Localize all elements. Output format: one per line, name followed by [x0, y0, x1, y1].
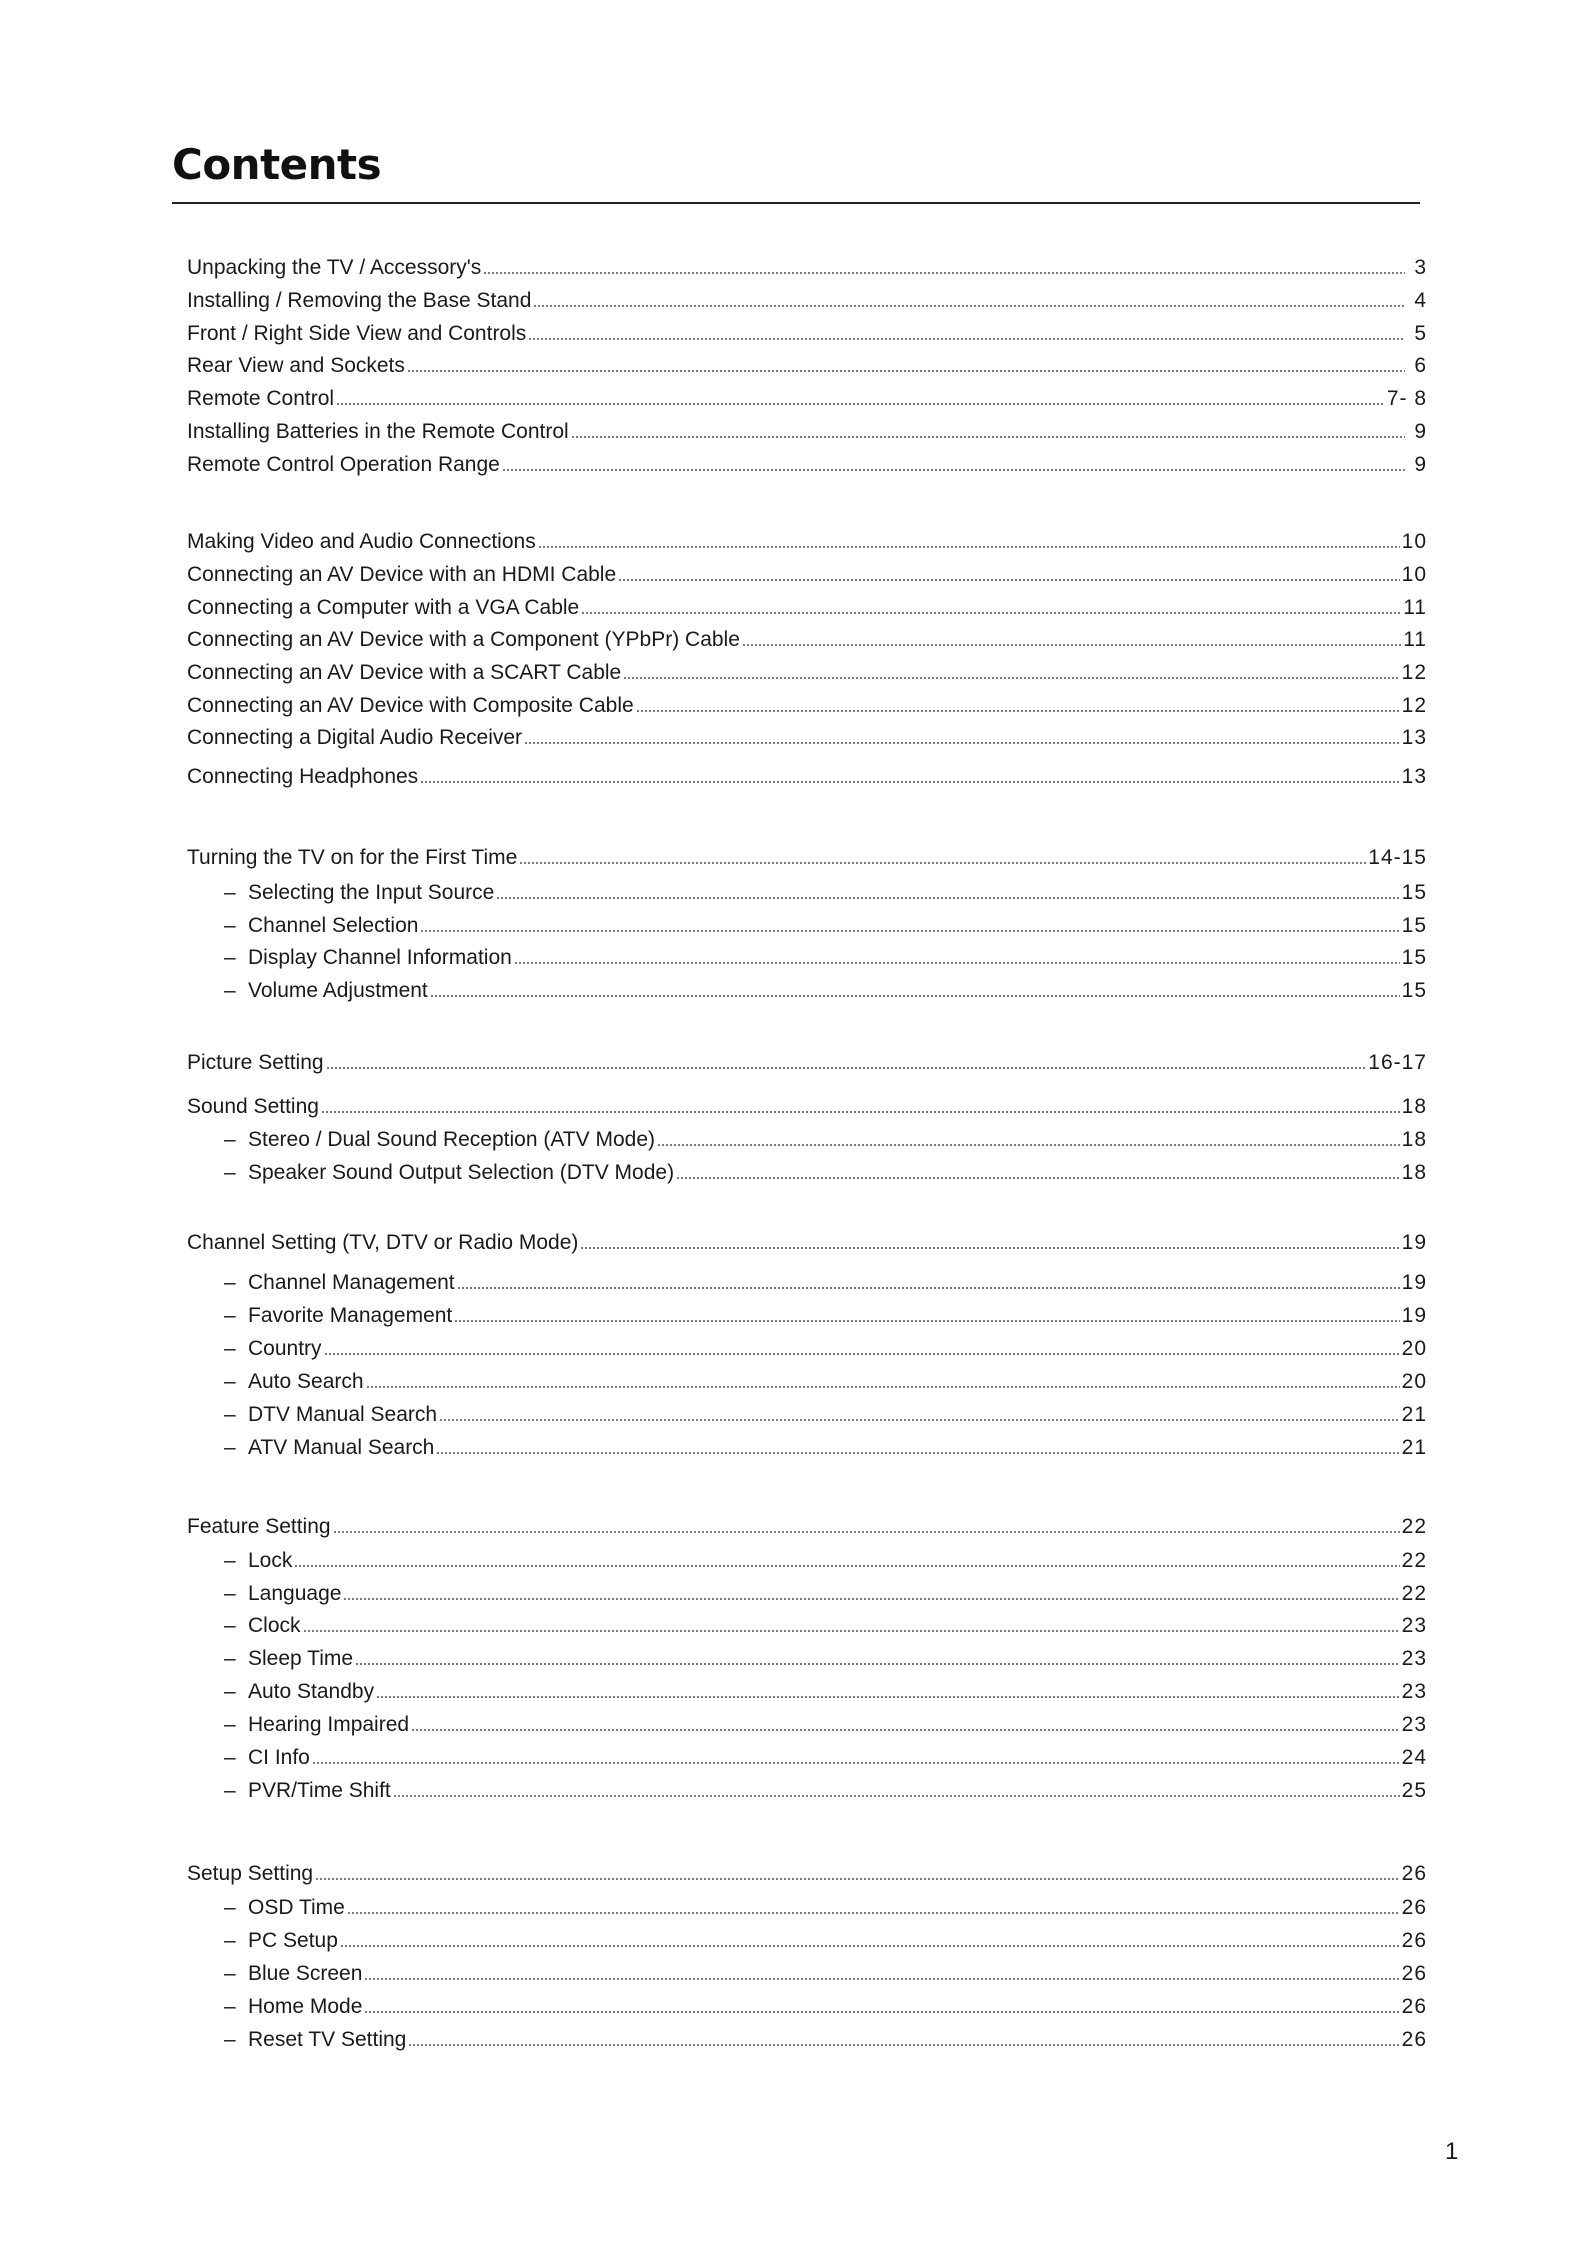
dash-bullet: – — [224, 1549, 236, 1572]
toc-entry-label: Unpacking the TV / Accessory's — [187, 256, 482, 279]
toc-entry-page: 26 — [1401, 2028, 1427, 2051]
toc-entry-page: 9 — [1414, 453, 1427, 476]
toc-entry — [187, 288, 1427, 314]
toc-entry-label: Making Video and Audio Connections — [187, 530, 536, 553]
toc-entry-label: Hearing Impaired — [248, 1713, 410, 1736]
toc-entry-label: Sleep Time — [248, 1647, 354, 1670]
toc-entry-label: Display Channel Information — [248, 946, 512, 969]
dot-leader — [326, 1066, 1367, 1070]
toc-entry-label: Home Mode — [248, 1995, 363, 2018]
toc-subentry — [224, 1369, 1427, 1395]
dot-leader — [676, 1176, 1400, 1180]
toc-entry-page: 4 — [1414, 289, 1427, 312]
toc-subentry — [224, 1581, 1427, 1607]
toc-subentry — [224, 1994, 1427, 2020]
toc-subentry — [224, 913, 1427, 939]
dot-leader — [408, 2043, 1399, 2047]
toc-entry-label: Channel Selection — [248, 914, 419, 937]
toc-entry — [187, 321, 1427, 347]
toc-entry-label: Installing Batteries in the Remote Control — [187, 420, 569, 443]
toc-entry-label: Channel Setting (TV, DTV or Radio Mode) — [187, 1231, 579, 1254]
dot-leader — [324, 1352, 1400, 1356]
toc-subentry — [224, 1435, 1427, 1461]
toc-entry-page: 25 — [1401, 1779, 1427, 1802]
dot-leader — [514, 961, 1400, 965]
dot-leader — [294, 1564, 1399, 1568]
toc-entry-page: 26 — [1401, 1929, 1427, 1952]
dash-bullet: – — [224, 1370, 236, 1393]
dot-leader — [454, 1319, 1399, 1323]
dot-leader — [636, 709, 1400, 713]
toc-entry-page: 18 — [1401, 1161, 1427, 1184]
dot-leader — [393, 1794, 1400, 1798]
toc-entry-page: 16-17 — [1368, 1051, 1427, 1074]
toc-entry-page: 12 — [1401, 661, 1427, 684]
toc-entry-label: Channel Management — [248, 1271, 455, 1294]
toc-entry-label: Connecting an AV Device with Composite Cable — [187, 694, 634, 717]
toc-entry-label: Connecting an AV Device with an HDMI Cable — [187, 563, 617, 586]
toc-entry-label: Connecting a Digital Audio Receiver — [187, 726, 523, 749]
toc-entry-page: 10 — [1401, 563, 1427, 586]
toc-entry — [187, 764, 1427, 790]
dot-leader — [321, 1110, 1400, 1114]
toc-entry — [187, 1861, 1427, 1887]
dash-bullet: – — [224, 1128, 236, 1151]
toc-entry — [187, 1094, 1427, 1120]
toc-subentry — [224, 1961, 1427, 1987]
toc-entry-label: OSD Time — [248, 1896, 345, 1919]
toc-entry-page: 20 — [1401, 1337, 1427, 1360]
toc-entry-label: Reset TV Setting — [248, 2028, 407, 2051]
toc-entry-page: 7- 8 — [1386, 387, 1427, 410]
dash-bullet: – — [224, 1746, 236, 1769]
toc-entry-page: 15 — [1401, 946, 1427, 969]
toc-entry-label: PC Setup — [248, 1929, 338, 1952]
dash-bullet: – — [224, 881, 236, 904]
dash-bullet: – — [224, 1614, 236, 1637]
toc-entry-label: Speaker Sound Output Selection (DTV Mode) — [248, 1161, 675, 1184]
dot-leader — [376, 1695, 1400, 1699]
dash-bullet: – — [224, 979, 236, 1002]
toc-entry-label: Remote Control Operation Range — [187, 453, 500, 476]
toc-entry-label: ATV Manual Search — [248, 1436, 435, 1459]
toc-entry-page: 11 — [1403, 596, 1427, 619]
toc-entry-page: 13 — [1401, 726, 1427, 749]
toc-entry — [187, 1050, 1427, 1076]
toc-entry-page: 5 — [1414, 322, 1427, 345]
dot-leader — [315, 1877, 1400, 1881]
toc-entry-page: 23 — [1401, 1614, 1427, 1637]
dash-bullet: – — [224, 1436, 236, 1459]
dash-bullet: – — [224, 1403, 236, 1426]
dot-leader — [343, 1597, 1399, 1601]
toc-entry — [187, 419, 1427, 445]
toc-subentry — [224, 1928, 1427, 1954]
toc-entry-page: 15 — [1401, 979, 1427, 1002]
dot-leader — [420, 929, 1399, 933]
toc-subentry — [224, 1127, 1427, 1153]
toc-entry-label: DTV Manual Search — [248, 1403, 438, 1426]
toc-subentry — [224, 1712, 1427, 1738]
toc-entry-page: 23 — [1401, 1680, 1427, 1703]
toc-entry — [187, 693, 1427, 719]
dot-leader — [336, 402, 1385, 406]
toc-entry — [187, 725, 1427, 751]
toc-subentry — [224, 1160, 1427, 1186]
dot-leader — [581, 611, 1401, 615]
dash-bullet: – — [224, 2028, 236, 2051]
toc-entry — [187, 845, 1427, 871]
toc-entry-label: Volume Adjustment — [248, 979, 428, 1002]
dot-leader — [411, 1728, 1400, 1732]
dash-bullet: – — [224, 1582, 236, 1605]
toc-entry-page: 19 — [1401, 1271, 1427, 1294]
toc-subentry — [224, 1270, 1427, 1296]
dot-leader — [439, 1418, 1400, 1422]
toc-entry — [187, 1514, 1427, 1540]
dash-bullet: – — [224, 946, 236, 969]
toc-entry-page: 6 — [1414, 354, 1427, 377]
dot-leader — [347, 1911, 1400, 1915]
toc-entry-label: Auto Standby — [248, 1680, 375, 1703]
dot-leader — [340, 1944, 1400, 1948]
toc-entry-page: 26 — [1401, 1862, 1427, 1885]
toc-entry-page: 22 — [1401, 1549, 1427, 1572]
toc-entry-page: 10 — [1401, 530, 1427, 553]
toc-entry-page: 19 — [1401, 1304, 1427, 1327]
toc-entry-label: Connecting an AV Device with a Component (YPbPr) Cable — [187, 628, 740, 651]
toc-entry-label: Lock — [248, 1549, 293, 1572]
toc-entry-page: 26 — [1401, 1995, 1427, 2018]
toc-entry — [187, 1230, 1427, 1256]
dash-bullet: – — [224, 1896, 236, 1919]
toc-entry-label: Language — [248, 1582, 342, 1605]
dash-bullet: – — [224, 1680, 236, 1703]
toc-entry — [187, 353, 1427, 379]
toc-entry-page: 23 — [1401, 1647, 1427, 1670]
toc-entry-page: 20 — [1401, 1370, 1427, 1393]
dash-bullet: – — [224, 1304, 236, 1327]
dot-leader — [303, 1629, 1400, 1633]
toc-entry-page: 15 — [1401, 881, 1427, 904]
dot-leader — [312, 1761, 1400, 1765]
toc-entry-label: Rear View and Sockets — [187, 354, 405, 377]
dot-leader — [457, 1286, 1400, 1290]
toc-subentry — [224, 1402, 1427, 1428]
dot-leader — [366, 1385, 1400, 1389]
dot-leader — [618, 578, 1399, 582]
toc-entry-label: Clock — [248, 1614, 301, 1637]
dot-leader — [533, 304, 1405, 308]
toc-entry-label: Setup Setting — [187, 1862, 314, 1885]
toc-entry — [187, 529, 1427, 555]
toc-entry-page: 24 — [1401, 1746, 1427, 1769]
toc-entry-page: 13 — [1401, 765, 1427, 788]
dot-leader — [333, 1530, 1400, 1534]
dot-leader — [528, 337, 1405, 341]
dash-bullet: – — [224, 1995, 236, 2018]
toc-entry — [187, 660, 1427, 686]
toc-entry-page: 14-15 — [1368, 846, 1427, 869]
dash-bullet: – — [224, 1161, 236, 1184]
toc-subentry — [224, 1613, 1427, 1639]
toc-subentry — [224, 978, 1427, 1004]
toc-subentry — [224, 1548, 1427, 1574]
toc-entry-page: 18 — [1401, 1128, 1427, 1151]
toc-entry-label: Stereo / Dual Sound Reception (ATV Mode) — [248, 1128, 655, 1151]
toc-entry-label: Connecting Headphones — [187, 765, 419, 788]
toc-entry — [187, 595, 1427, 621]
toc-entry-page: 19 — [1401, 1231, 1427, 1254]
dot-leader — [355, 1662, 1400, 1666]
toc-entry-page: 22 — [1401, 1582, 1427, 1605]
page-number: 1 — [1445, 2138, 1459, 2165]
toc-subentry — [224, 1745, 1427, 1771]
dot-leader — [580, 1246, 1399, 1250]
dot-leader — [430, 994, 1400, 998]
dot-leader — [364, 2010, 1399, 2014]
dot-leader — [571, 435, 1405, 439]
dash-bullet: – — [224, 1271, 236, 1294]
page-title: Contents — [172, 140, 382, 189]
toc-entry-label: Sound Setting — [187, 1095, 319, 1118]
toc-entry — [187, 627, 1427, 653]
toc-entry-label: Connecting a Computer with a VGA Cable — [187, 596, 580, 619]
dash-bullet: – — [224, 1647, 236, 1670]
toc-entry-page: 21 — [1401, 1436, 1427, 1459]
toc-subentry — [224, 2027, 1427, 2053]
dash-bullet: – — [224, 1929, 236, 1952]
dot-leader — [519, 861, 1366, 865]
toc-entry-page: 22 — [1401, 1515, 1427, 1538]
toc-subentry — [224, 1679, 1427, 1705]
toc-entry-label: PVR/Time Shift — [248, 1779, 391, 1802]
dot-leader — [538, 545, 1400, 549]
toc-entry-label: CI Info — [248, 1746, 310, 1769]
dot-leader — [496, 896, 1399, 900]
dot-leader — [502, 468, 1405, 472]
toc-entry-page: 12 — [1401, 694, 1427, 717]
toc-entry — [187, 255, 1427, 281]
toc-entry-label: Country — [248, 1337, 322, 1360]
dot-leader — [483, 271, 1405, 275]
toc-subentry — [224, 880, 1427, 906]
toc-entry-page: 23 — [1401, 1713, 1427, 1736]
dot-leader — [436, 1451, 1399, 1455]
toc-entry-label: Auto Search — [248, 1370, 364, 1393]
toc-entry-label: Blue Screen — [248, 1962, 363, 1985]
toc-entry-page: 15 — [1401, 914, 1427, 937]
toc-subentry — [224, 1646, 1427, 1672]
toc-entry-page: 3 — [1414, 256, 1427, 279]
dot-leader — [657, 1143, 1400, 1147]
toc-subentry — [224, 1895, 1427, 1921]
dot-leader — [407, 369, 1405, 373]
dash-bullet: – — [224, 1713, 236, 1736]
dash-bullet: – — [224, 1779, 236, 1802]
toc-entry-label: Selecting the Input Source — [248, 881, 495, 904]
toc-entry-label: Feature Setting — [187, 1515, 331, 1538]
toc-entry — [187, 386, 1427, 412]
toc-subentry — [224, 945, 1427, 971]
dash-bullet: – — [224, 914, 236, 937]
toc-entry-page: 26 — [1401, 1962, 1427, 1985]
dot-leader — [742, 643, 1401, 647]
dash-bullet: – — [224, 1337, 236, 1360]
toc-entry-label: Remote Control — [187, 387, 335, 410]
toc-entry-page: 9 — [1414, 420, 1427, 443]
toc-entry — [187, 452, 1427, 478]
dot-leader — [420, 780, 1399, 784]
toc-entry-page: 11 — [1403, 628, 1427, 651]
toc-entry-label: Picture Setting — [187, 1051, 324, 1074]
dash-bullet: – — [224, 1962, 236, 1985]
toc-entry-page: 21 — [1401, 1403, 1427, 1426]
toc-entry-page: 26 — [1401, 1896, 1427, 1919]
toc-subentry — [224, 1303, 1427, 1329]
toc-entry-label: Front / Right Side View and Controls — [187, 322, 527, 345]
dot-leader — [524, 741, 1400, 745]
toc-entry-label: Turning the TV on for the First Time — [187, 846, 518, 869]
toc-entry-page: 18 — [1401, 1095, 1427, 1118]
toc-entry — [187, 562, 1427, 588]
dot-leader — [623, 676, 1399, 680]
toc-subentry — [224, 1336, 1427, 1362]
toc-entry-label: Favorite Management — [248, 1304, 453, 1327]
toc-subentry — [224, 1778, 1427, 1804]
toc-entry-label: Connecting an AV Device with a SCART Cable — [187, 661, 622, 684]
dot-leader — [364, 1977, 1399, 1981]
toc-entry-label: Installing / Removing the Base Stand — [187, 289, 532, 312]
